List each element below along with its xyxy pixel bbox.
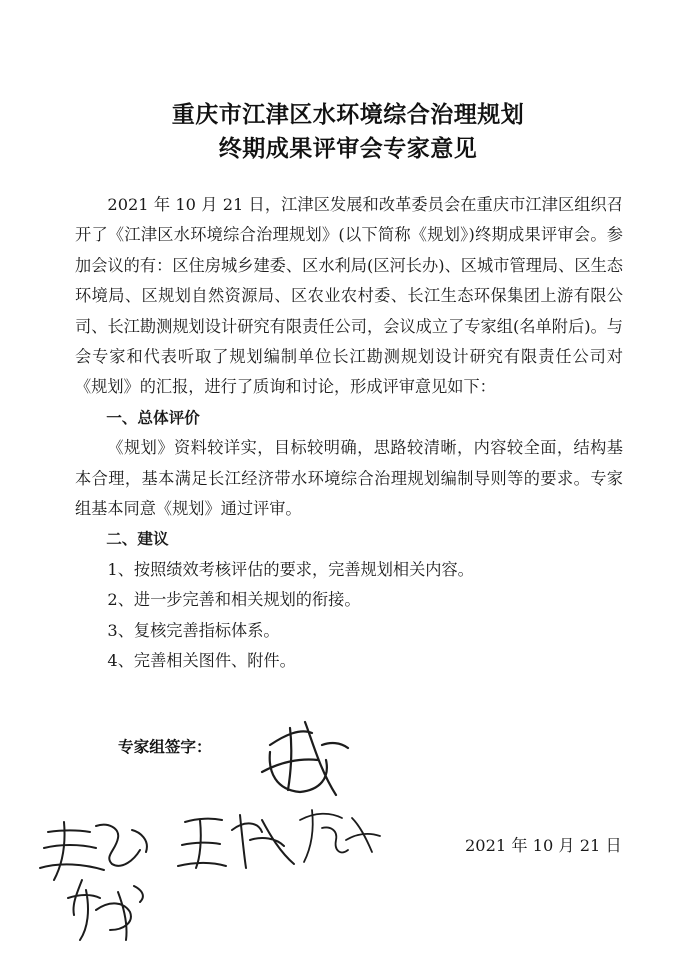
suggestion-item: 2、进一步完善和相关规划的衔接。 — [107, 590, 361, 610]
signature-label: 专家组签字： — [118, 738, 212, 756]
overall-evaluation-paragraph: 《规划》资料较详实，目标较明确，思路较清晰，内容较全面，结构基本合理，基本满足长江经济带水环境综合治理规划编制导则等的要求。专家组基本同意《规划》通过评审。 — [75, 438, 623, 519]
intro-paragraph: 2021 年 10 月 21 日，江津区发展和改革委员会在重庆市江津区组织召开了《江津区水环境综合治理规划》(以下简称《规划》)终期成果评审会。参加会议的有：区住房城乡建委、区水利局(区河长办)、区城市管理局、区生态环境局、区规划自然资源局、区农业农村委、长江生态环保集团上游有限公司、长江勘测规划设计研究有限责任公司，会议成立了专家组(名单附后)。与会专家和代表听取了规划编制单位长江勘测规划设计研究有限责任公司对《规划》的汇报，进行了质询和讨论，形成评审意见如下： — [75, 195, 623, 397]
handwritten-signature — [68, 880, 143, 940]
suggestion-item: 3、复核完善指标体系。 — [107, 620, 280, 640]
section-heading-overall-evaluation: 一、总体评价 — [106, 408, 200, 427]
handwritten-signature — [178, 815, 294, 868]
document-date: 2021 年 10 月 21 日 — [465, 836, 622, 855]
suggestion-item: 4、完善相关图件、附件。 — [107, 651, 296, 671]
document-title-line-2: 终期成果评审会专家意见 — [218, 136, 478, 162]
suggestion-item: 1、按照绩效考核评估的要求，完善规划相关内容。 — [107, 559, 474, 579]
handwritten-signature — [300, 810, 380, 862]
handwritten-signature — [40, 822, 147, 880]
document-title-line-1: 重庆市江津区水环境综合治理规划 — [171, 102, 525, 128]
document-body — [75, 190, 623, 677]
handwritten-signature — [262, 722, 348, 795]
section-heading-suggestions: 二、建议 — [106, 530, 169, 549]
